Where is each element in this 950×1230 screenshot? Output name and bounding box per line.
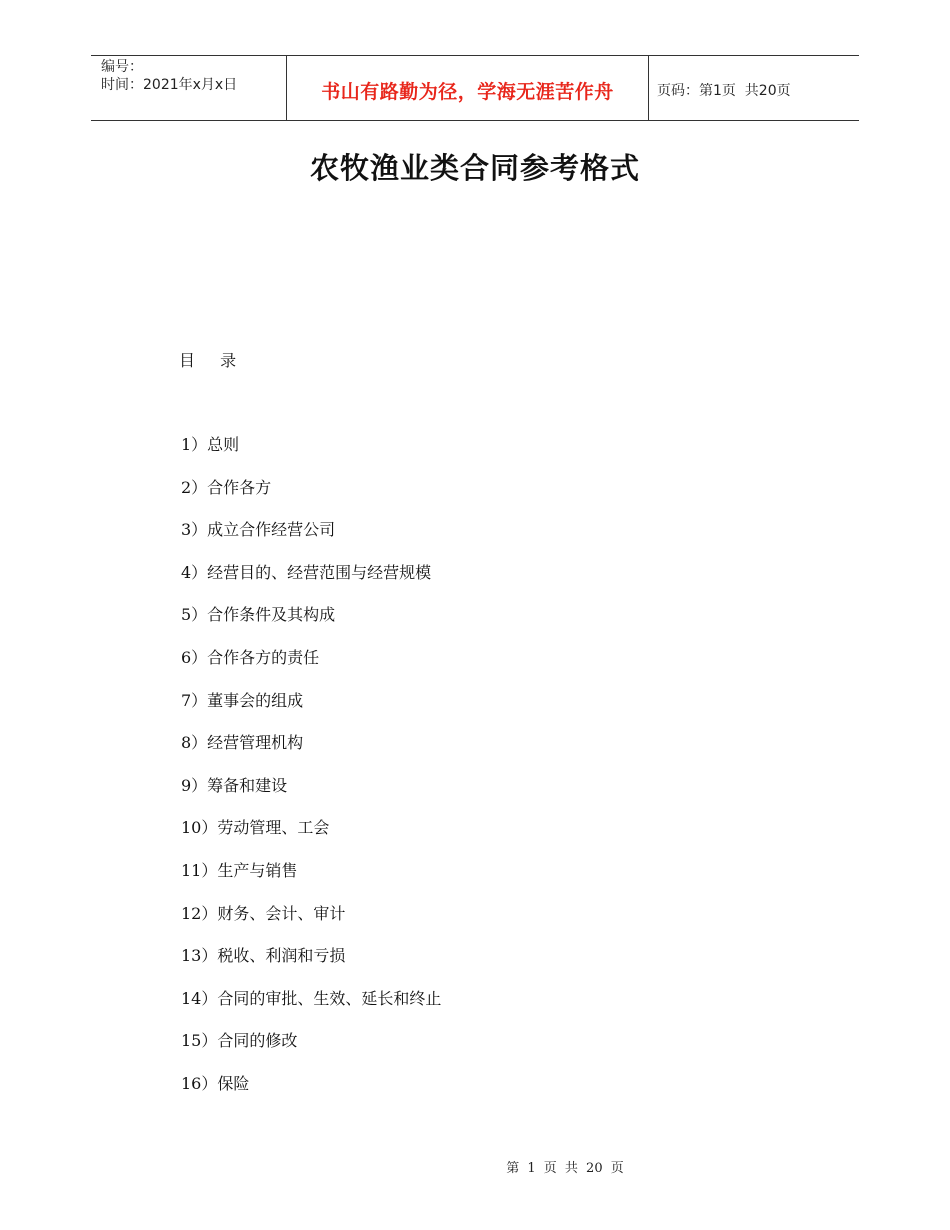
toc-item: 5）合作条件及其构成 (181, 605, 336, 625)
header-table (91, 55, 859, 121)
toc-item: 2）合作各方 (181, 477, 272, 497)
toc-item: 10）劳动管理、工会 (181, 818, 330, 838)
document-time-label: 时间：2021年x月x日 (101, 77, 238, 93)
toc-item: 3）成立合作经营公司 (181, 520, 336, 540)
toc-item: 14）合同的审批、生效、延长和终止 (181, 988, 442, 1008)
header-meta (91, 56, 286, 120)
toc-item: 4）经营目的、经营范围与经营规模 (181, 562, 432, 582)
toc-item: 1）总则 (181, 435, 240, 454)
toc-item: 16）保险 (181, 1073, 250, 1093)
toc-item: 15）合同的修改 (181, 1031, 298, 1051)
toc-item: 9）筹备和建设 (181, 775, 288, 795)
toc-item: 6）合作各方的责任 (181, 647, 320, 667)
document-title: 农牧渔业类合同参考格式 (309, 151, 640, 185)
toc-item: 13）税收、利润和亏损 (181, 946, 346, 966)
header-page-info: 页码：第1页 共20页 (657, 83, 791, 99)
toc-item: 11）生产与销售 (181, 860, 298, 880)
document-number-label: 编号： (101, 59, 143, 75)
table-of-contents (181, 432, 441, 1114)
toc-heading: 目 录 (179, 351, 247, 370)
header-motto: 书山有路勤为径，学海无涯苦作舟 (286, 56, 649, 120)
toc-item: 7）董事会的组成 (181, 690, 304, 710)
toc-item: 8）经营管理机构 (181, 733, 304, 753)
page-footer: 第 1 页 共 20 页 (506, 1161, 624, 1176)
toc-item: 12）财务、会计、审计 (181, 903, 346, 923)
